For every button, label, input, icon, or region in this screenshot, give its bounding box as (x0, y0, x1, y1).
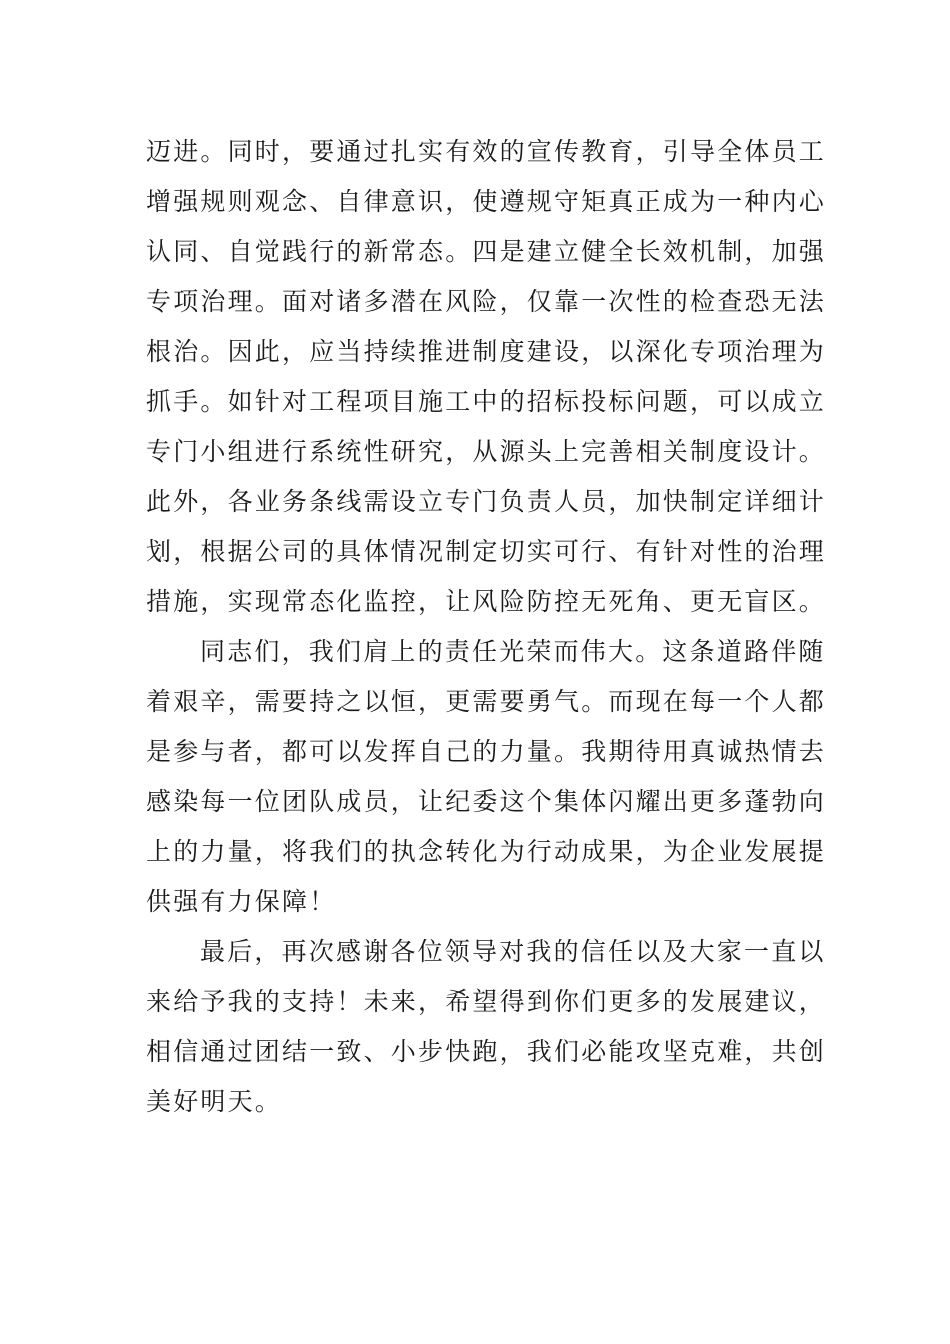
text-line: 同志们，我们肩上的责任光荣而伟大。这条道路伴随 (200, 637, 826, 666)
text-line: 认同、自觉践行的新常态。四是建立健全长效机制，加强 (146, 237, 827, 266)
paragraph-1 (146, 127, 827, 627)
text-line: 相信通过团结一致、小步快跑，我们必能攻坚克难，共创 (146, 1037, 827, 1066)
text-line: 迈进。同时，要通过扎实有效的宣传教育，引导全体员工 (146, 137, 827, 166)
document-body (146, 127, 827, 1127)
text-line: 着艰辛，需要持之以恒，更需要勇气。而现在每一个人都 (146, 687, 827, 716)
text-line: 增强规则观念、自律意识，使遵规守矩真正成为一种内心 (146, 187, 827, 216)
text-line: 抓手。如针对工程项目施工中的招标投标问题，可以成立 (146, 387, 827, 416)
text-line: 供强有力保障！ (146, 887, 337, 916)
text-line: 专项治理。面对诸多潜在风险，仅靠一次性的检查恐无法 (146, 287, 827, 316)
paragraph-2 (146, 627, 827, 927)
text-line: 措施，实现常态化监控，让风险防控无死角、更无盲区。 (146, 587, 827, 616)
text-line: 来给予我的支持！未来，希望得到你们更多的发展建议， (146, 987, 827, 1016)
text-line: 根治。因此，应当持续推进制度建设，以深化专项治理为 (146, 337, 827, 366)
text-line: 感染每一位团队成员，让纪委这个集体闪耀出更多蓬勃向 (146, 787, 827, 816)
text-line: 最后，再次感谢各位领导对我的信任以及大家一直以 (200, 937, 826, 966)
text-line: 上的力量，将我们的执念转化为行动成果，为企业发展提 (146, 837, 827, 866)
text-line: 划，根据公司的具体情况制定切实可行、有针对性的治理 (146, 537, 827, 566)
text-line: 此外，各业务条线需设立专门负责人员，加快制定详细计 (146, 487, 827, 516)
paragraph-3 (146, 927, 827, 1127)
text-line: 是参与者，都可以发挥自己的力量。我期待用真诚热情去 (146, 737, 827, 766)
text-line: 美好明天。 (146, 1087, 283, 1116)
text-line: 专门小组进行系统性研究，从源头上完善相关制度设计。 (146, 437, 827, 466)
